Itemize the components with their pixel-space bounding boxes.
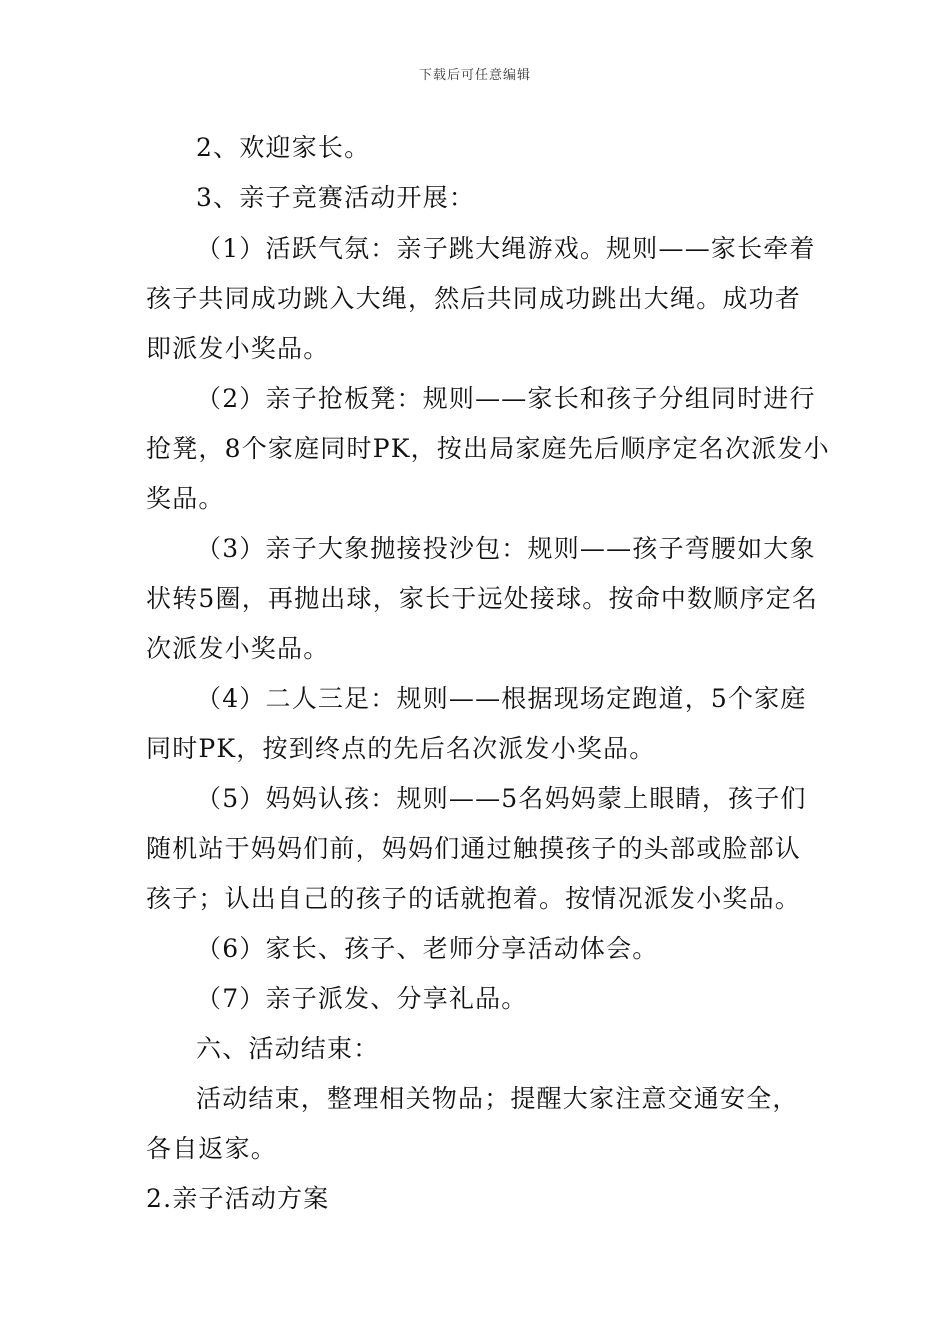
text-line: 孩子；认出自己的孩子的话就抱着。按情况派发小奖品。	[146, 884, 802, 913]
text-line: 状转5圈，再抛出球，家长于远处接球。按命中数顺序定名	[146, 584, 819, 613]
text-line: 奖品。	[146, 484, 225, 513]
text-line: 六、活动结束：	[196, 1034, 380, 1063]
text-line: （5）妈妈认孩：规则——5名妈妈蒙上眼睛，孩子们	[196, 784, 807, 813]
section-heading: 2.亲子活动方案	[146, 1184, 330, 1213]
text-line: 次派发小奖品。	[146, 634, 330, 663]
text-line: （4）二人三足：规则——根据现场定跑道，5个家庭	[196, 684, 807, 713]
text-line: 同时PK，按到终点的先后名次派发小奖品。	[146, 734, 656, 763]
text-line: 活动结束，整理相关物品；提醒大家注意交通安全，	[196, 1084, 799, 1113]
text-line: 3、亲子竞赛活动开展：	[196, 183, 476, 212]
text-line: （1）活跃气氛：亲子跳大绳游戏。规则——家长牵着	[196, 234, 816, 263]
text-line: （2）亲子抢板凳：规则——家长和孩子分组同时进行	[196, 384, 816, 413]
text-line: 各自返家。	[146, 1134, 278, 1163]
page-header: 下载后可任意编辑	[418, 68, 531, 83]
text-line: 孩子共同成功跳入大绳，然后共同成功跳出大绳。成功者	[146, 284, 802, 313]
text-line: 即派发小奖品。	[146, 334, 330, 363]
text-line: 随机站于妈妈们前，妈妈们通过触摸孩子的头部或脸部认	[146, 834, 802, 863]
text-line: 抢凳，8个家庭同时PK，按出局家庭先后顺序定名次派发小	[146, 434, 830, 463]
text-line: （7）亲子派发、分享礼品。	[196, 984, 528, 1013]
text-line: 2、欢迎家长。	[196, 133, 371, 162]
text-line: （3）亲子大象抛接投沙包：规则——孩子弯腰如大象	[196, 534, 816, 563]
text-line: （6）家长、孩子、老师分享活动体会。	[196, 934, 659, 963]
